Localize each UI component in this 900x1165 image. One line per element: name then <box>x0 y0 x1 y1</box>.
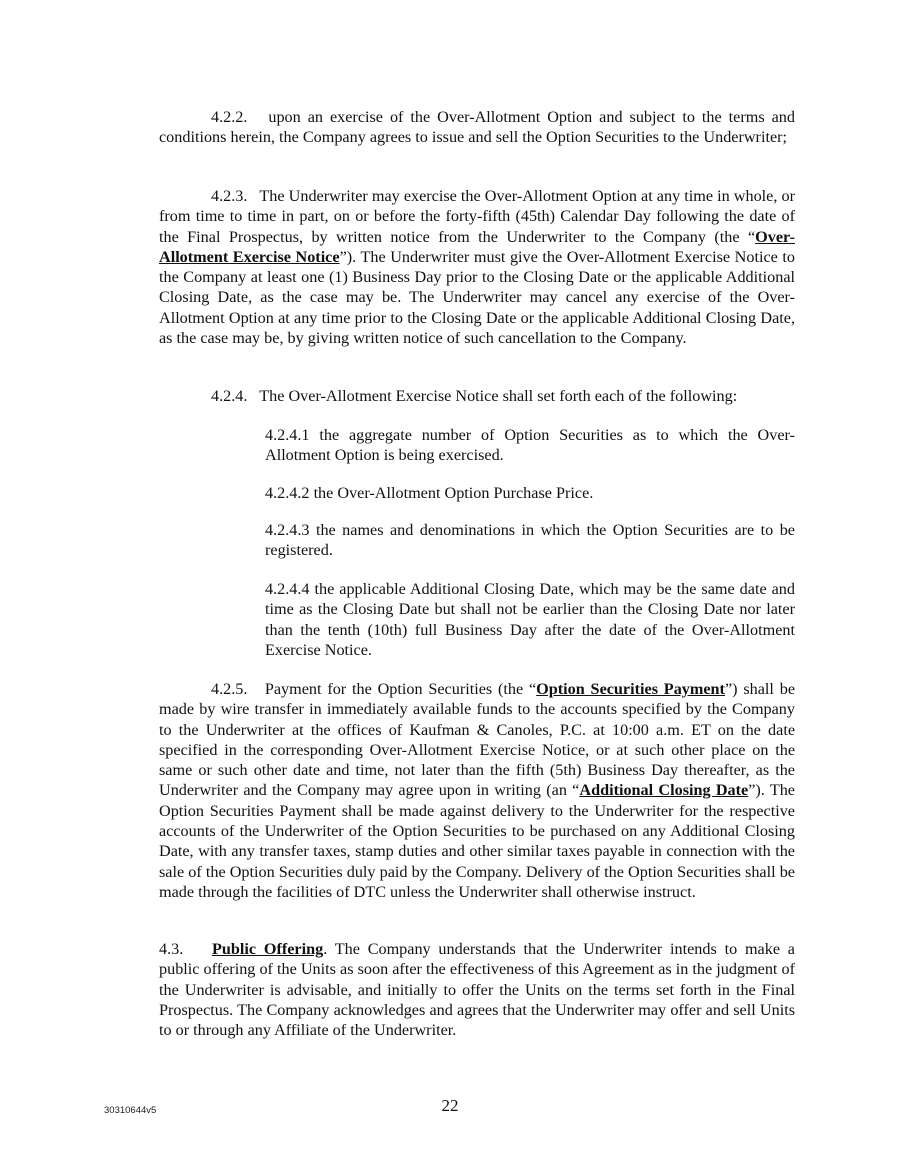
document-id: 30310644v5 <box>104 1105 157 1116</box>
paragraph-4-2-5 <box>159 679 795 902</box>
paragraph-4-2-3 <box>159 186 795 348</box>
section-number: 4.2.3. <box>211 187 248 205</box>
section-number: 4.2.5. <box>211 680 248 698</box>
page-number: 22 <box>441 1096 459 1115</box>
list-item-4-2-4-2: 4.2.4.2 the Over-Allotment Option Purchase Price. <box>265 484 594 502</box>
defined-term-additional-closing-date: Additional Closing Date <box>579 781 749 800</box>
paragraph-4-2-4 <box>159 386 795 406</box>
section-heading-public-offering: Public Offering <box>212 940 324 958</box>
paragraph-text: The Underwriter may exercise the Over-Allotment Option at any time in whole, or from time to time in part, on or before the forty-fifth (45th) Calendar Day following the date of the Final Prospectus, by written notice from the Underwriter to the Company (the “ <box>159 187 795 246</box>
defined-term-over-allotment-exercise-notice: Over-Allotment Exercise Notice <box>159 227 795 266</box>
list-item-4-2-4-3: 4.2.4.3 the names and denominations in which the Option Securities are to be registered. <box>265 521 795 560</box>
section-number: 4.2.4. <box>211 387 248 405</box>
paragraph-text: ”). The Option Securities Payment shall be made against delivery to the Underwriter for the respective accounts of the Underwriter of the Option Securities to be purchased on any Additional Closing Date, with any transfer taxes, stamp duties and other similar taxes payable in connection with the sale of the Option Securities duly paid by the Company. Delivery of the Option Securities shall be made through the facilities of DTC unless the Underwriter shall otherwise instruct. <box>159 781 795 901</box>
section-number: 4.2.2. <box>211 108 248 126</box>
paragraph-text: ”) shall be made by wire transfer in immediately available funds to the accounts specified by the Company to the Underwriter at the offices of Kaufman & Canoles, P.C. at 10:00 a.m. ET on the date specified in the corresponding Over-Allotment Exercise Notice, or at such other place on the same or such other date and time, not later than the fifth (5th) Business Day thereafter, as the Underwriter and the Company may agree upon in writing (an “ <box>159 680 796 800</box>
list-item-4-2-4-1: 4.2.4.1 the aggregate number of Option Securities as to which the Over-Allotment Option is being exercised. <box>265 426 795 465</box>
defined-term-option-securities-payment: Option Securities Payment <box>536 680 725 698</box>
list-item-4-2-4-4: 4.2.4.4 the applicable Additional Closing Date, which may be the same date and time as the Closing Date but shall not be earlier than the Closing Date nor later than the tenth (10th) full Business Day after the date of the Over-Allotment Exercise Notice. <box>265 580 795 659</box>
paragraph-text: . The Company understands that the Underwriter intends to make a public offering of the Units as soon after the effectiveness of this Agreement as in the judgment of the Underwriter is advisable, and initially to offer the Units on the terms set forth in the Final Prospectus. The Company acknowledges and agrees that the Underwriter may offer and sell Units to or through any Affiliate of the Underwriter. <box>159 940 795 1040</box>
section-number: 4.3. <box>159 940 184 958</box>
paragraph-text: Payment for the Option Securities (the “ <box>264 680 537 698</box>
paragraph-text: ”). The Underwriter must give the Over-Allotment Exercise Notice to the Company at least one (1) Business Day prior to the Closing Date or the applicable Additional Closing Date, as the case may be. The Underwriter may cancel any exercise of the Over-Allotment Option at any time prior to the Closing Date or the applicable Additional Closing Date, as the case may be, by giving written notice of such cancellation to the Company. <box>159 247 795 348</box>
paragraph-text: The Over-Allotment Exercise Notice shall set forth each of the following: <box>259 387 738 405</box>
paragraph-4-3 <box>159 939 795 1040</box>
paragraph-text: upon an exercise of the Over-Allotment Option and subject to the terms and conditions herein, the Company agrees to issue and sell the Option Securities to the Underwriter; <box>159 108 795 147</box>
paragraph-4-2-2 <box>159 107 795 148</box>
